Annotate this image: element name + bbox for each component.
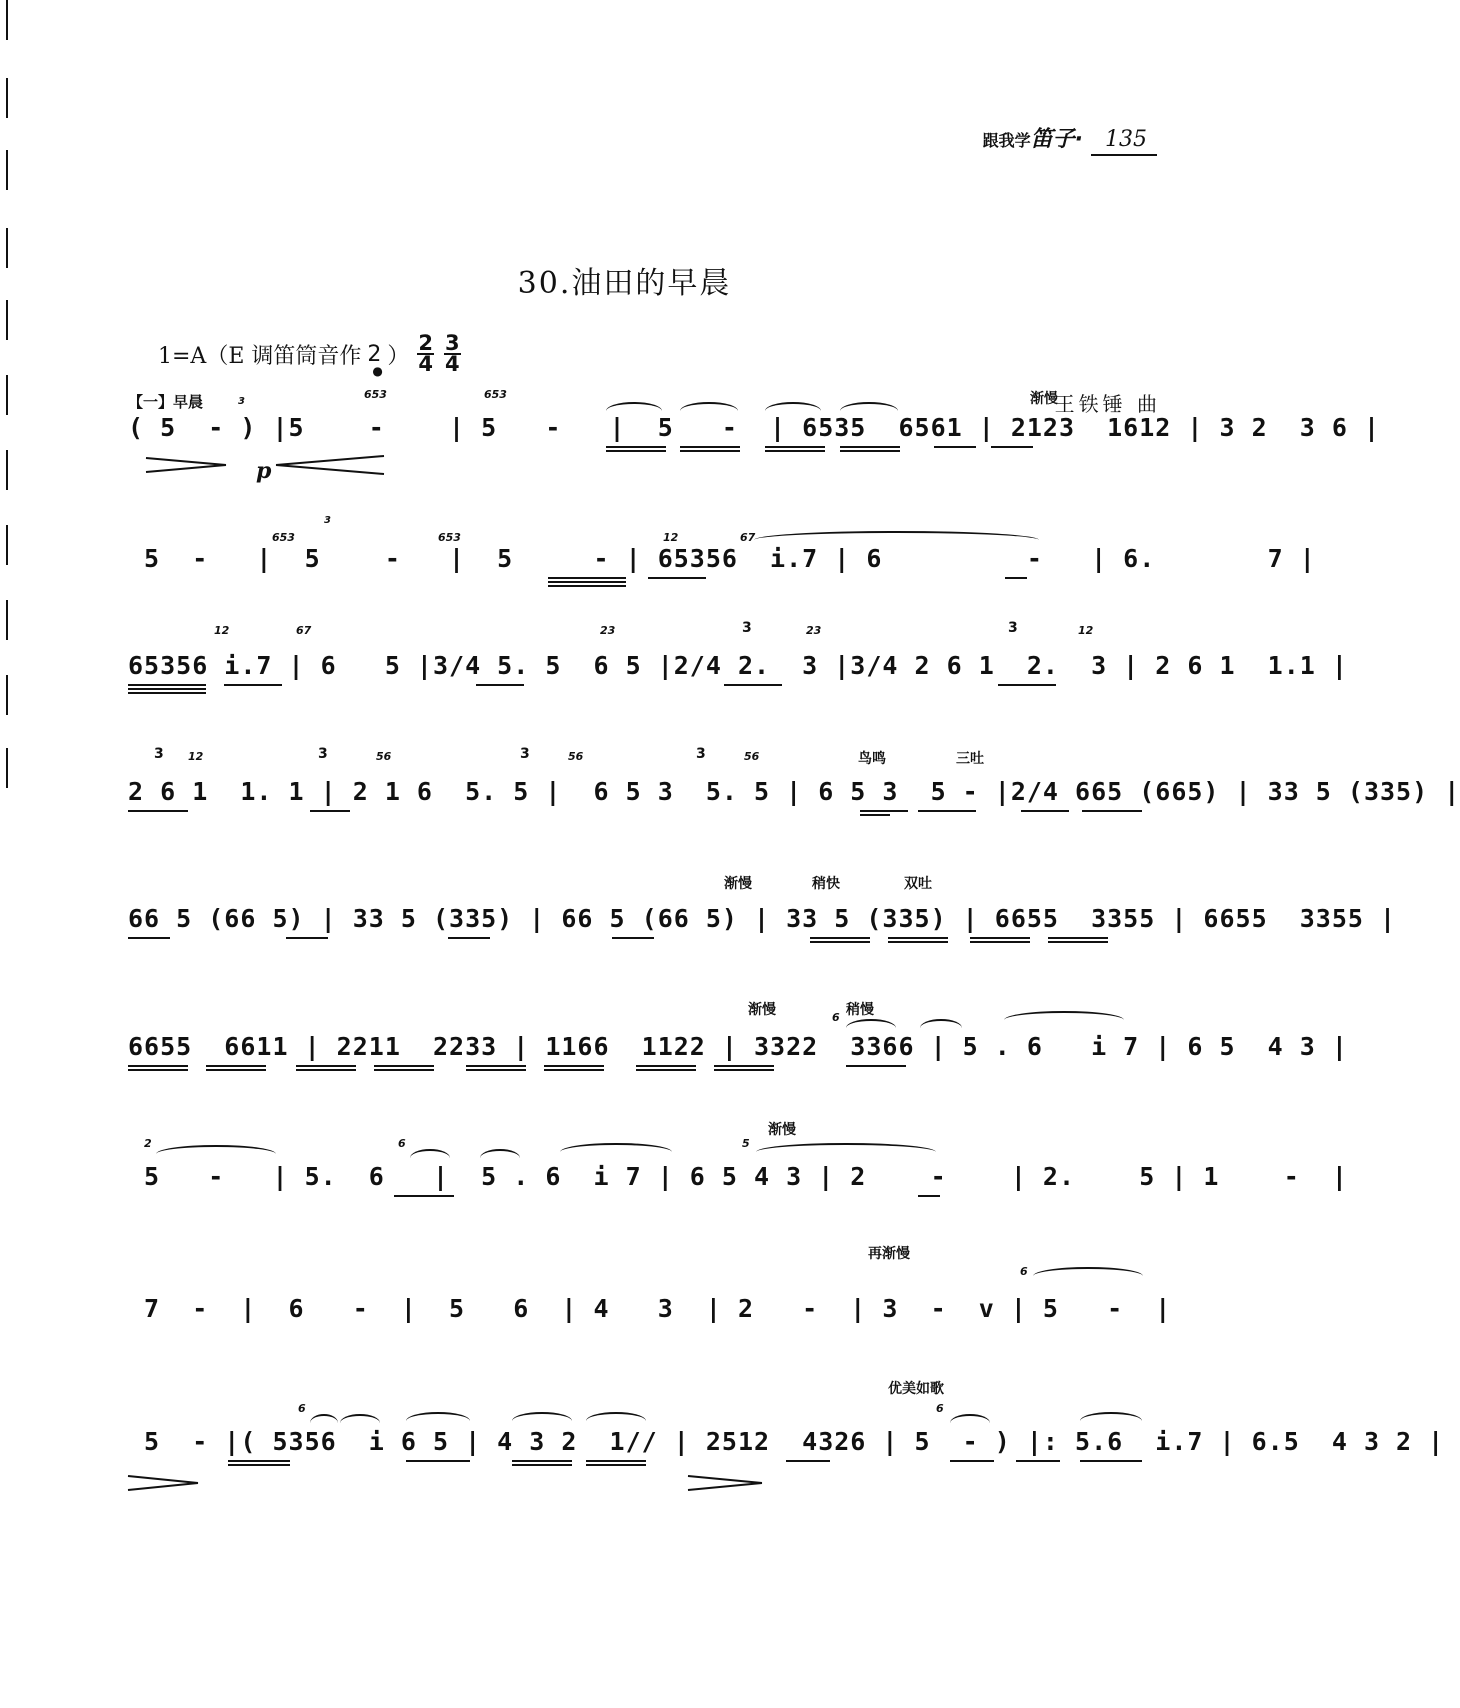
tempo-mark: 稍快 (812, 876, 840, 892)
beam (128, 1069, 188, 1071)
beam (840, 450, 900, 452)
grace-note: 12 (188, 750, 204, 763)
composer-credit: 王铁锤 曲 (1054, 392, 1161, 416)
triplet-mark: 3 (742, 620, 752, 636)
beam (544, 1065, 604, 1067)
beam (970, 941, 1030, 943)
key-note: 2 ● (367, 341, 383, 378)
beam (765, 446, 825, 448)
grace-note: 67 (296, 624, 312, 637)
tempo-mark: 优美如歌 (888, 1381, 944, 1397)
slur (512, 1412, 572, 1430)
beam (765, 450, 825, 452)
beam (680, 446, 740, 448)
tie (156, 1145, 276, 1163)
beam (1016, 1460, 1060, 1462)
notation-line: 6655 6611 | 2211 2233 | 1166 1122 | 3322 3366 | 5 . 6 i 7 | 6 5 4 3 | (128, 1032, 1348, 1061)
score-line-2 (128, 515, 1316, 605)
beam (512, 1464, 572, 1466)
beam (724, 684, 782, 686)
beam (224, 684, 282, 686)
tempo-mark: 渐慢 (748, 1002, 776, 1018)
grace-note: 5 (742, 1137, 750, 1150)
beam (918, 810, 976, 812)
beam (970, 937, 1030, 939)
meter-2-4: $\frac{2}{4}$ (418, 331, 434, 376)
beam (448, 937, 490, 939)
score-line-9 (128, 1381, 1445, 1488)
dynamic-piano: p (256, 458, 272, 484)
beam (810, 941, 870, 943)
meter-3-4: $\frac{3}{4}$ (445, 331, 460, 376)
tie (756, 1143, 936, 1161)
beam (206, 1065, 266, 1067)
book-title (983, 122, 1083, 153)
grace-note: 653 (364, 388, 387, 401)
slur (680, 402, 738, 420)
beam (128, 684, 206, 686)
slur (406, 1412, 470, 1430)
grace-note: 56 (744, 750, 760, 763)
beam (860, 814, 890, 816)
tempo-mark: 再渐慢 (868, 1246, 910, 1262)
notation-line: 65356 i.7 | 6 5 |3/4 5. 5 6 5 |2/4 2. 3 |3/4 2 6 1 2. 3 | 2 6 1 1.1 | (128, 651, 1348, 680)
key-signature (158, 331, 463, 378)
score-line-6 (128, 1002, 1348, 1093)
beam (374, 1065, 434, 1067)
beam (612, 937, 654, 939)
beam (128, 810, 188, 812)
triplet-mark: 3 (520, 746, 530, 762)
beam (228, 1460, 290, 1462)
beam (586, 1464, 646, 1466)
tie (1033, 1267, 1143, 1285)
grace-note: 6 (398, 1137, 406, 1150)
beam (606, 450, 666, 452)
beam (406, 1460, 470, 1462)
beam (128, 1065, 188, 1067)
beam (840, 446, 900, 448)
tempo-mark: 渐慢 (724, 876, 752, 892)
grace-note: 3 (238, 396, 245, 407)
key-close: ） (387, 343, 410, 369)
grace-note: 23 (806, 624, 822, 637)
page-number: 135 (1091, 127, 1157, 156)
grace-note: 56 (376, 750, 392, 763)
triplet-mark: 3 (154, 746, 164, 762)
tempo-mark: 三吐 (956, 751, 984, 767)
beam (466, 1065, 526, 1067)
beam (206, 1069, 266, 1071)
slur (920, 1019, 962, 1037)
beam (296, 1065, 356, 1067)
grace-note: 2 (144, 1137, 152, 1150)
dynamics-hairpins (128, 1472, 768, 1494)
beam (548, 581, 626, 583)
grace-note: 6 (936, 1402, 944, 1415)
score-line-4 (128, 746, 1460, 838)
beam (846, 1065, 906, 1067)
slur (765, 402, 821, 420)
beam (786, 1460, 830, 1462)
beam (548, 585, 626, 587)
scan-edge-marks (0, 0, 20, 900)
grace-note: 653 (272, 531, 295, 544)
beam (128, 937, 170, 939)
book-title-suffix: 笛子· (1030, 127, 1083, 152)
beam (950, 1460, 994, 1462)
beam (998, 684, 1056, 686)
beam (512, 1460, 572, 1462)
beam (128, 692, 206, 694)
beam (374, 1069, 434, 1071)
slur (410, 1149, 450, 1167)
beam (228, 1464, 290, 1466)
beam (394, 1195, 454, 1197)
beam (888, 937, 948, 939)
beam (1048, 941, 1108, 943)
slur (846, 1019, 896, 1037)
grace-note: 12 (214, 624, 230, 637)
score-line-3 (128, 620, 1348, 712)
triplet-mark: 3 (696, 746, 706, 762)
notation-line: 7 - | 6 - | 5 6 | 4 3 | 2 - | 3 - v | 5 - | (128, 1294, 1172, 1323)
notation-line: 2 6 1 1. 1 | 2 1 6 5. 5 | 6 5 3 5. 5 | 6 5 3 5 - |2/4 665 (665) | 33 5 (335) | (128, 777, 1460, 806)
book-title-prefix: 跟我学 (982, 131, 1031, 150)
notation-line: ( 5 - ) |5 - | 5 - | 5 - | 6535 6561 | 2123 1612 | 3 2 3 6 | (128, 413, 1380, 442)
slur (340, 1414, 380, 1432)
page-header (983, 122, 1157, 156)
key-note-digit: 2 (367, 341, 382, 367)
grace-note: 12 (1078, 624, 1094, 637)
slur (310, 1414, 338, 1432)
tempo-mark: 稍慢 (846, 1002, 874, 1018)
beam (310, 810, 350, 812)
beam (636, 1069, 696, 1071)
beam (714, 1069, 774, 1071)
beam (714, 1065, 774, 1067)
tempo-mark: 渐慢 (1030, 391, 1058, 407)
tempo-mark: 鸟鸣 (858, 751, 886, 767)
beam (918, 1195, 940, 1197)
notation-line: 5 - |( 5356 i 6 5 | 4 3 2 1// | 2512 4326 | 5 - ) |: 5.6 i.7 | 6.5 4 3 2 | (128, 1427, 1445, 1456)
beam (991, 446, 1033, 448)
grace-note: 3 (324, 515, 331, 526)
grace-note: 23 (600, 624, 616, 637)
slur (586, 1412, 646, 1430)
beam (606, 446, 666, 448)
grace-note: 6 (298, 1402, 306, 1415)
beam (128, 688, 206, 690)
beam (296, 1069, 356, 1071)
key-text: 1=A（E 调笛筒音作 (158, 343, 362, 369)
slur (950, 1414, 990, 1432)
slur (840, 402, 898, 420)
beam (1005, 577, 1027, 579)
grace-note: 12 (663, 531, 679, 544)
grace-note: 6 (1020, 1265, 1028, 1278)
score-line-8 (128, 1246, 1172, 1355)
beam (466, 1069, 526, 1071)
beam (548, 577, 626, 579)
score-line-7 (128, 1122, 1348, 1223)
slur (1080, 1412, 1142, 1430)
notation-line: 5 - | 5 - | 5 - | 65356 i.7 | 6 - | 6. 7 | (128, 544, 1316, 573)
slur (606, 402, 662, 420)
beam (680, 450, 740, 452)
slur (1004, 1011, 1124, 1029)
beam (648, 577, 706, 579)
beam (810, 937, 870, 939)
piece-title: 30.油田的早晨 (517, 266, 732, 301)
section-label: 【一】早晨 (128, 393, 204, 411)
tie (754, 531, 1039, 549)
grace-note: 67 (740, 531, 756, 544)
notation-line: 5 - | 5. 6 | 5 . 6 i 7 | 6 5 4 3 | 2 - | 2. 5 | 1 - | (128, 1162, 1348, 1191)
beam (934, 446, 976, 448)
beam (888, 941, 948, 943)
beam (1048, 937, 1108, 939)
grace-note: 653 (438, 531, 461, 544)
tempo-mark: 渐慢 (768, 1122, 796, 1138)
score-line-5 (128, 876, 1397, 965)
beam (1082, 810, 1142, 812)
beam (1080, 1460, 1142, 1462)
beam (636, 1065, 696, 1067)
beam (544, 1069, 604, 1071)
beam (860, 810, 908, 812)
grace-note: 653 (484, 388, 507, 401)
tempo-mark: 双吐 (904, 876, 932, 892)
grace-note: 6 (832, 1011, 840, 1024)
notation-line: 66 5 (66 5) | 33 5 (335) | 66 5 (66 5) | 33 5 (335) | 6655 3355 | 6655 3355 | (128, 904, 1397, 933)
grace-note: 56 (568, 750, 584, 763)
triplet-mark: 3 (318, 746, 328, 762)
slur (480, 1149, 520, 1167)
beam (286, 937, 328, 939)
slur (560, 1143, 672, 1161)
beam (586, 1460, 646, 1462)
beam (476, 684, 524, 686)
beam (1021, 810, 1069, 812)
triplet-mark: 3 (1008, 620, 1018, 636)
